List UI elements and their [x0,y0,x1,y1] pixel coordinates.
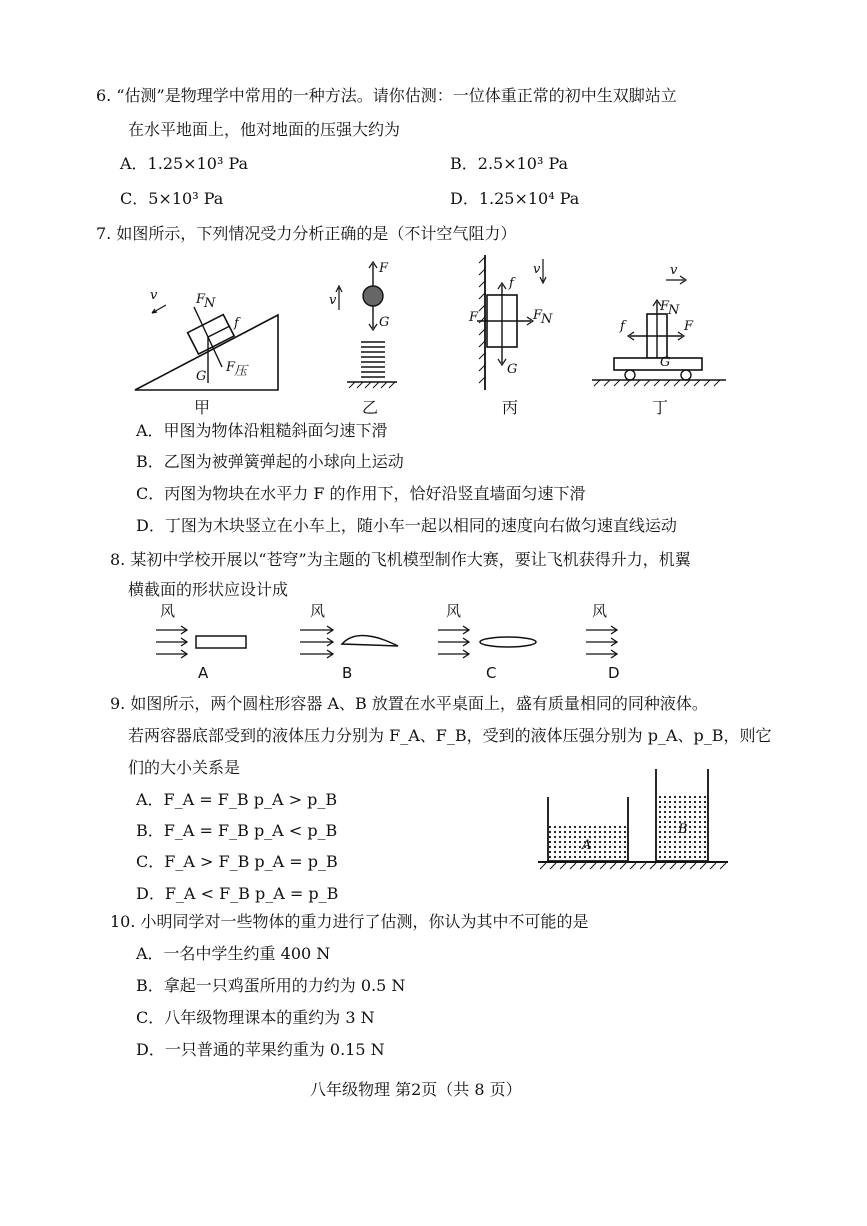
q9-containers-figure [538,765,730,873]
q6-stem-line2: 在水平地面上，他对地面的压强大约为 [128,120,401,139]
svg-text:压: 压 [234,364,248,379]
svg-text:风: 风 [446,602,462,620]
svg-text:F: F [533,308,543,323]
q8-option-a-figure [156,602,246,682]
q8-stem-line2: 横截面的形状应设计成 [128,580,289,599]
svg-text:B: B [342,664,353,682]
q7-figure-yi [325,258,415,398]
q7-stem: 7. 如图所示，下列情况受力分析正确的是（不计空气阻力） [96,224,517,243]
q7-fig-label-ding: 丁 [652,398,669,417]
q8-option-d-figure [586,602,620,682]
q10-option-a: A．一名中学生约重 400 N [136,944,331,963]
q9-option-d: D．F_A < F_B p_A = p_B [136,884,339,903]
q7-figure-jia [130,285,290,415]
q7-fig-label-bing: 丙 [502,398,519,417]
q9-option-c: C．F_A > F_B p_A = p_B [136,852,338,871]
q6-option-d: D．1.25×10⁴ Pa [450,189,580,208]
q8-wing-figures [150,600,650,682]
svg-text:F: F [684,319,694,334]
q8-option-c-figure [438,602,536,682]
svg-text:G: G [196,369,207,384]
page-footer: 八年级物理 第2页（共 8 页） [310,1080,522,1099]
svg-text:D: D [608,664,620,682]
svg-text:N: N [668,303,680,318]
q7-option-b: B．乙图为被弹簧弹起的小球向上运动 [136,452,404,471]
q6-stem-line1: 6. “估测”是物理学中常用的一种方法。请你估测：一位体重正常的初中生双脚站立 [96,86,677,105]
q7-option-d: D．丁图为木块竖立在小车上，随小车一起以相同的速度向右做匀速直线运动 [136,516,677,535]
svg-text:G: G [507,362,518,377]
q10-option-c: C．八年级物理课本的重约为 3 N [136,1008,375,1027]
svg-text:f: f [234,316,239,331]
svg-text:v: v [150,288,158,303]
svg-text:G: G [660,355,671,370]
q7-figure-ding [592,262,732,392]
q10-option-b: B．拿起一只鸡蛋所用的力约为 0.5 N [136,976,406,995]
q7-option-a: A．甲图为物体沿粗糙斜面匀速下滑 [136,421,388,440]
q7-option-c: C．丙图为物块在水平力 F 的作用下，恰好沿竖直墙面匀速下滑 [136,484,586,503]
q9-stem-line3: 们的大小关系是 [128,758,241,777]
svg-text:F: F [196,292,206,307]
svg-text:N: N [541,312,553,327]
svg-text:v: v [329,293,337,308]
q9-option-b: B．F_A = F_B p_A < p_B [136,821,338,840]
svg-text:F: F [660,299,670,314]
q7-figure-bing [465,255,565,395]
svg-text:f: f [509,276,514,291]
q7-fig-label-jia: 甲 [194,398,211,417]
q9-stem-line1: 9. 如图所示，两个圆柱形容器 A、B 放置在水平桌面上，盛有质量相同的同种液体。 [110,694,708,713]
svg-text:风: 风 [310,602,326,620]
q8-stem-line1: 8. 某初中学校开展以“苍穹”为主题的飞机模型制作大赛，要让飞机获得升力，机翼 [110,550,691,569]
svg-text:f: f [620,319,625,334]
q10-stem: 10. 小明同学对一些物体的重力进行了估测，你认为其中不可能的是 [110,912,589,931]
svg-text:风: 风 [160,602,176,620]
q6-option-c: C．5×10³ Pa [120,189,224,208]
svg-text:N: N [204,296,216,311]
svg-text:F: F [469,310,479,325]
svg-text:风: 风 [592,602,608,620]
svg-text:v: v [533,262,541,277]
q9-stem-line2: 若两容器底部受到的液体压力分别为 F_A、F_B，受到的液体压强分别为 p_A、p_B，则它 [128,726,772,745]
q6-option-b: B．2.5×10³ Pa [450,154,569,173]
q8-option-b-figure [300,602,398,682]
q9-option-a: A．F_A = F_B p_A > p_B [136,790,338,809]
svg-text:C: C [486,664,497,682]
svg-text:G: G [379,315,390,330]
q7-fig-label-yi: 乙 [362,398,379,417]
q10-option-d: D．一只普通的苹果约重为 0.15 N [136,1040,385,1059]
svg-text:v: v [670,263,678,278]
q6-option-a: A．1.25×10³ Pa [120,154,249,173]
svg-text:F: F [226,360,236,375]
svg-text:A: A [582,838,592,853]
svg-text:A: A [198,664,209,682]
svg-text:B: B [678,822,688,837]
svg-text:F: F [379,261,389,276]
